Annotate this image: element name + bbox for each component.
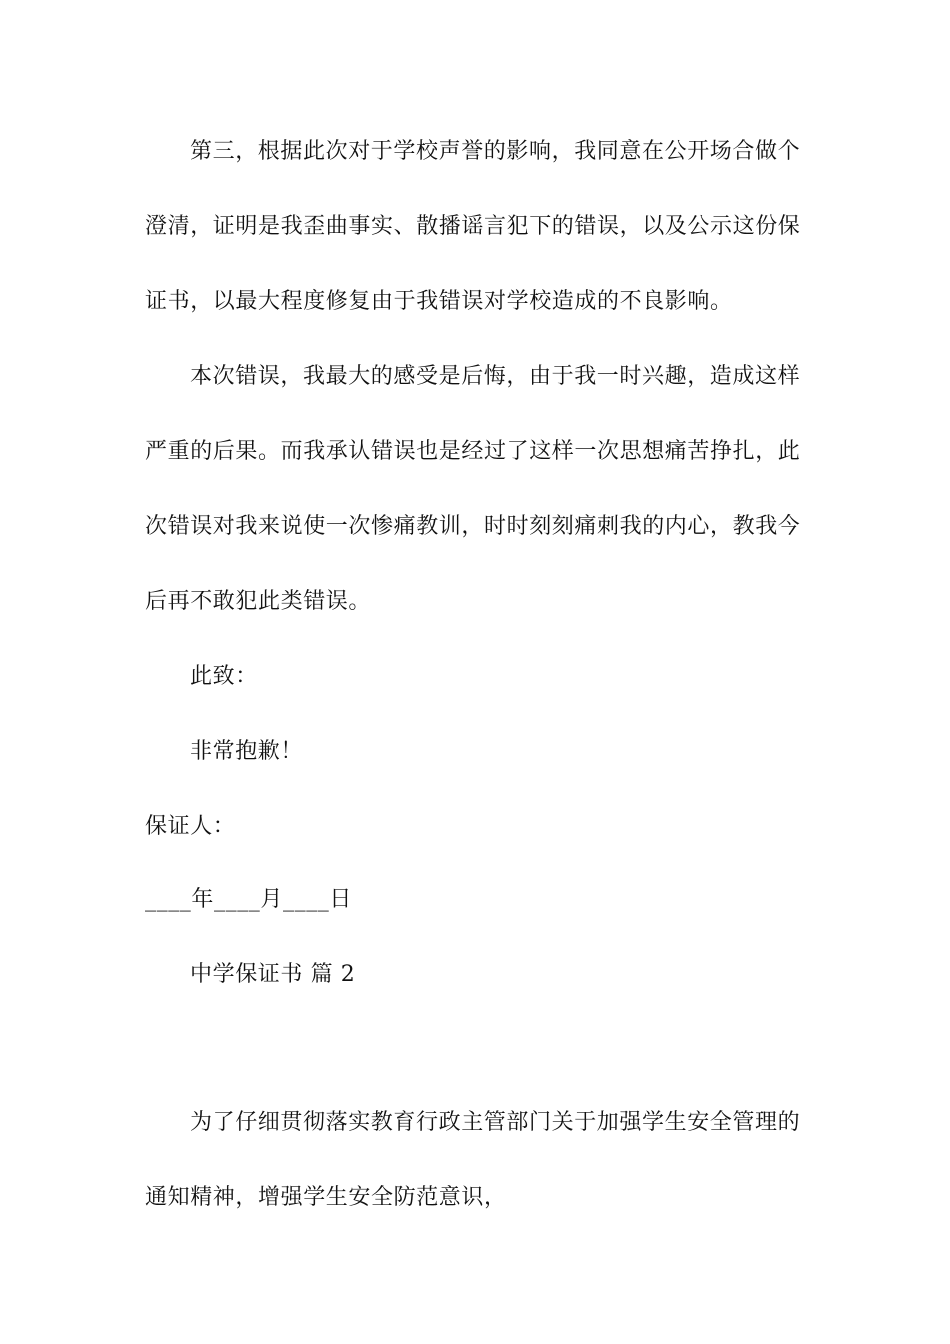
apology-text: 非常抱歉！ [190,739,304,764]
closing-salutation: 此致： [190,664,258,689]
paragraph-2-line-1: 本次错误，我最大的感受是后悔，由于我一时兴趣，造成这样 [190,364,801,389]
section-title: 中学保证书 篇 2 [190,962,356,987]
paragraph-2-line-4: 后再不敢犯此类错误。 [145,589,372,614]
paragraph-2-line-2: 严重的后果。而我承认错误也是经过了这样一次思想痛苦挣扎，此 [145,439,801,464]
paragraph-3-line-1: 为了仔细贯彻落实教育行政主管部门关于加强学生安全管理的 [190,1110,801,1135]
guarantor-label: 保证人： [145,814,236,839]
date-line: ____年____月____日 [145,887,353,912]
paragraph-3-line-2: 通知精神，增强学生安全防范意识， [145,1185,507,1210]
paragraph-1-line-1: 第三，根据此次对于学校声誉的影响，我同意在公开场合做个 [190,139,801,164]
paragraph-1-line-3: 证书，以最大程度修复由于我错误对学校造成的不良影响。 [145,289,733,314]
paragraph-1-line-2: 澄清，证明是我歪曲事实、散播谣言犯下的错误，以及公示这份保 [145,214,801,239]
paragraph-2-line-3: 次错误对我来说使一次惨痛教训，时时刻刻痛刺我的内心，教我今 [145,514,801,539]
